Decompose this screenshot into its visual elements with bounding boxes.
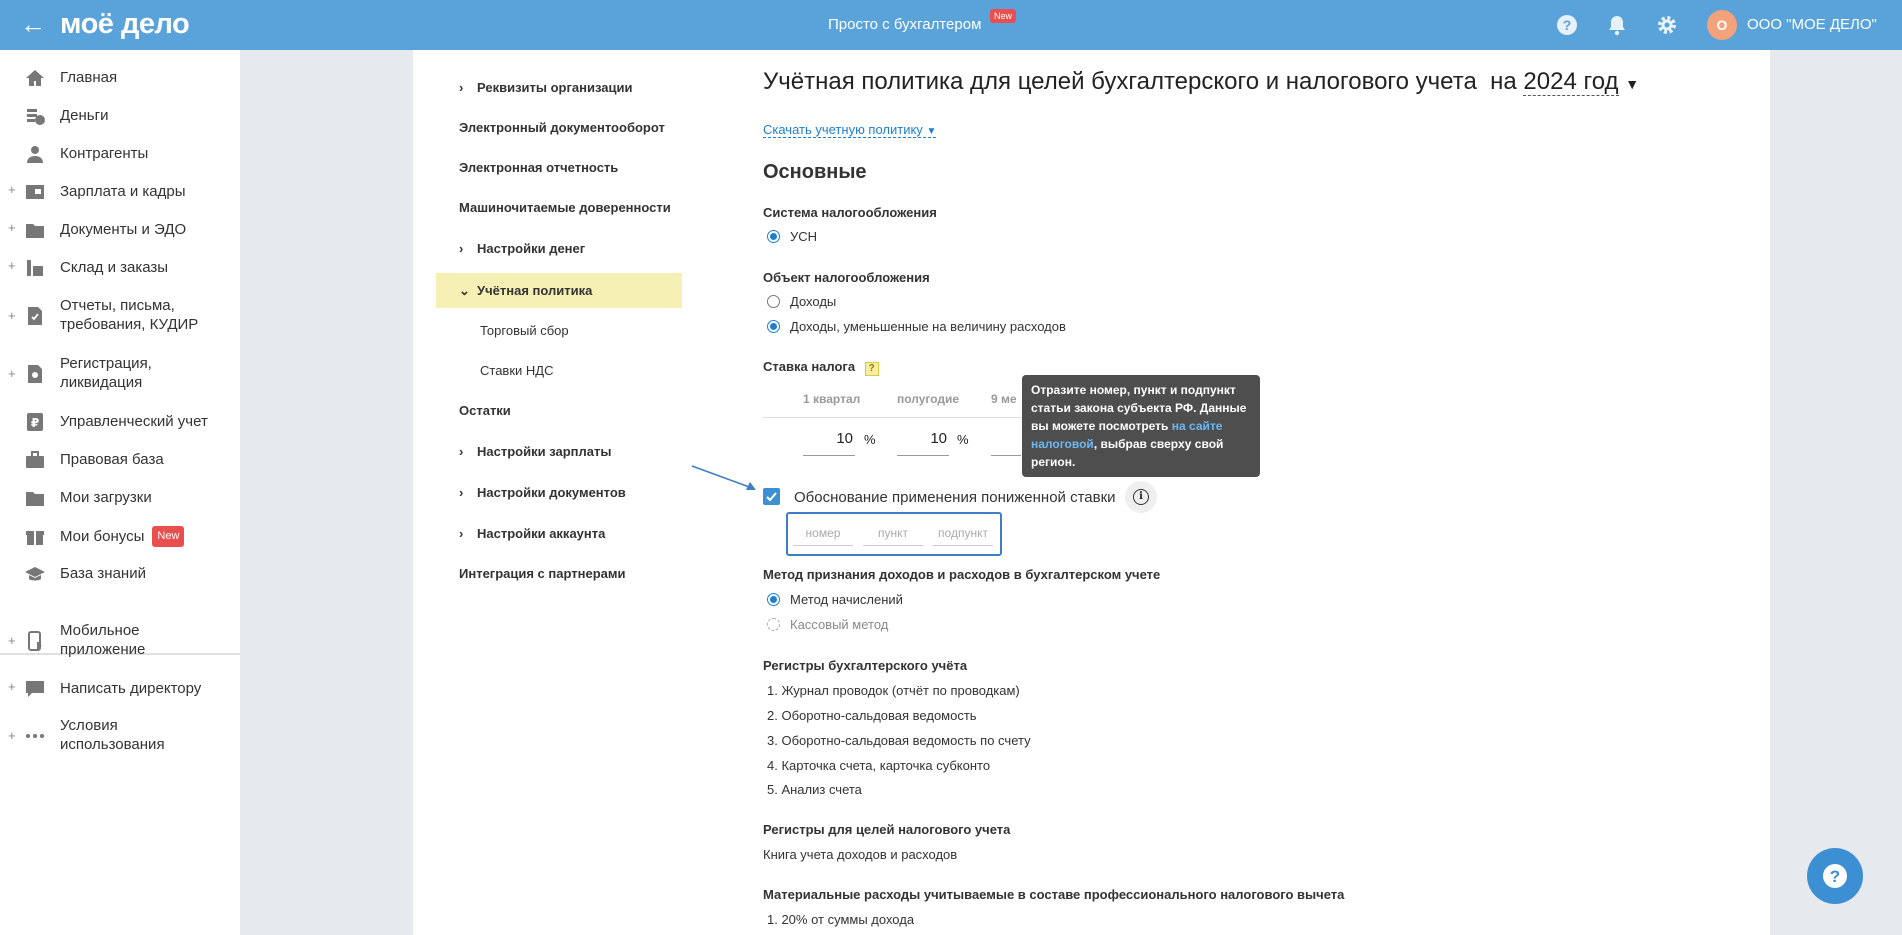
expand-plus-icon[interactable]: + [8, 728, 16, 743]
list-item: 2. Оборотно-сальдовая ведомость [767, 708, 977, 723]
menu-label: Настройки аккаунта [477, 526, 606, 541]
section-title: Основные [763, 161, 867, 183]
new-badge: New [990, 9, 1016, 23]
menu-reporting[interactable] [459, 160, 618, 175]
download-link-text: Скачать учетную политику [763, 122, 923, 137]
list-item: 3. Оборотно-сальдовая ведомость по счету [767, 733, 1031, 748]
percent-sign: % [864, 432, 876, 447]
svg-text:?: ? [1829, 867, 1841, 886]
menu-label: Настройки денег [477, 241, 586, 256]
org-name[interactable]: ООО "МОЕ ДЕЛО" [1747, 16, 1877, 33]
period-half-year: полугодие [897, 392, 960, 406]
warehouse-icon [24, 258, 46, 278]
tax-object-income-expenses-radio[interactable] [767, 319, 1066, 334]
folder-icon [24, 220, 46, 240]
method-label: Метод признания доходов и расходов в бухгалтерском учете [763, 567, 1161, 582]
radio-selected[interactable] [767, 230, 780, 243]
help-question-icon[interactable]: ? [865, 362, 879, 376]
list-item: 1. Журнал проводок (отчёт по проводкам) [767, 683, 1020, 698]
mobile-icon [24, 631, 46, 651]
ruble-icon [24, 412, 46, 432]
radio-label: Метод начислений [790, 592, 903, 607]
justification-checkbox[interactable] [763, 488, 780, 505]
radio-selected[interactable] [767, 593, 780, 606]
help-icon [1807, 848, 1863, 904]
method-cash-radio [767, 617, 888, 632]
menu-label: Реквизиты организации [477, 80, 633, 95]
chevron-right-icon: › [459, 241, 464, 256]
rate-q1-input[interactable]: 10 [803, 428, 855, 456]
sidebar-item-label: Деньги [60, 107, 109, 124]
menu-label: Учётная политика [477, 283, 593, 298]
page-title-text: Учётная политика для целей бухгалтерского и налогового учета [763, 68, 1477, 95]
period-9-months: 9 ме [991, 392, 1017, 406]
menu-poa[interactable] [459, 200, 671, 215]
menu-trade-fee[interactable] [480, 323, 569, 338]
menu-label: Интеграция с партнерами [459, 566, 626, 581]
tax-registers-label: Регистры для целей налогового учета [763, 822, 1011, 837]
checkmark-icon [763, 488, 780, 505]
page-title [763, 68, 1639, 96]
salary-icon [24, 182, 46, 202]
help-icon[interactable] [1555, 13, 1579, 37]
help-fab-button[interactable] [1807, 848, 1863, 904]
menu-accounting-policy[interactable] [459, 283, 592, 299]
gear-icon[interactable] [1655, 13, 1679, 37]
new-badge: New [152, 526, 184, 547]
tax-system-usn-radio[interactable] [767, 229, 817, 244]
sidebar-item-label: Отчеты, письма, требования, КУДИР [60, 297, 199, 333]
expand-plus-icon[interactable]: + [8, 182, 16, 197]
subpoint-input[interactable]: подпункт [933, 522, 993, 546]
org-avatar[interactable]: О [1707, 10, 1737, 40]
contractors-icon [24, 144, 46, 164]
radio-unselected[interactable] [767, 295, 780, 308]
home-icon [24, 68, 46, 88]
chevron-right-icon: › [459, 485, 464, 500]
chevron-right-icon: › [459, 80, 464, 95]
radio-label: Доходы, уменьшенные на величину расходов [790, 319, 1066, 334]
expand-plus-icon[interactable]: + [8, 366, 16, 381]
chevron-right-icon: › [459, 526, 464, 541]
briefcase-icon [24, 450, 46, 470]
money-icon [24, 106, 46, 126]
period-q1: 1 квартал [803, 392, 861, 406]
tax-object-label: Объект налогообложения [763, 270, 930, 285]
info-button[interactable] [1125, 481, 1157, 513]
caret-down-icon[interactable]: ▼ [1625, 76, 1640, 92]
sidebar-item-label: Условия использования [60, 717, 165, 753]
method-accrual-radio[interactable] [767, 592, 903, 607]
sidebar-item-label: Документы и ЭДО [60, 221, 187, 238]
sidebar [0, 50, 240, 935]
chevron-right-icon: › [459, 444, 464, 459]
menu-label: Электронный документооборот [459, 120, 665, 135]
point-input[interactable]: пункт [863, 522, 923, 546]
tax-system-label: Система налогообложения [763, 205, 937, 220]
tooltip-text-end: , выбрав сверху свой регион. [1031, 437, 1224, 469]
center-title-link[interactable]: Просто с бухгалтером [828, 16, 982, 33]
sidebar-item-label: База знаний [60, 565, 146, 582]
list-item: 4. Карточка счета, карточка субконто [767, 758, 991, 773]
tax-rate-label-text: Ставка налога [763, 359, 856, 374]
expand-plus-icon[interactable]: + [8, 633, 16, 648]
svg-text:₽: ₽ [30, 416, 40, 430]
justification-label: Обоснование применения пониженной ставки [794, 489, 1116, 506]
sidebar-item-label: Правовая база [60, 451, 164, 468]
sidebar-item-label: Мобильное приложение [60, 622, 146, 658]
radio-selected[interactable] [767, 320, 780, 333]
graduation-icon [24, 564, 46, 584]
sidebar-item-label: Склад и заказы [60, 259, 169, 276]
sidebar-item-label: Мои загрузки [60, 489, 152, 506]
justification-fields [786, 512, 1002, 556]
menu-balances[interactable] [459, 403, 511, 418]
tooltip [1022, 375, 1260, 477]
menu-label: Торговый сбор [480, 323, 569, 338]
menu-label: Настройки документов [477, 485, 626, 500]
back-arrow-icon[interactable]: ← [20, 9, 46, 39]
radio-label: Доходы [790, 294, 837, 309]
rate-9-months-input[interactable] [991, 428, 1021, 456]
bell-icon[interactable] [1605, 13, 1629, 37]
top-bar [0, 0, 1902, 50]
logo[interactable]: моё дело [60, 8, 190, 40]
folder-icon [24, 488, 46, 508]
rate-half-year-input[interactable]: 10 [897, 428, 949, 456]
info-icon: i [1133, 489, 1149, 505]
tooltip-text: Отразите номер, пункт и подпункт статьи закона субъекта РФ. Данные вы можете посмотреть [1031, 383, 1247, 433]
menu-document-settings[interactable] [459, 485, 626, 500]
menu-edo[interactable] [459, 120, 665, 135]
radio-disabled [767, 618, 780, 631]
svg-text:?: ? [1562, 17, 1572, 33]
sidebar-item-label: Главная [60, 69, 118, 86]
registers-label: Регистры бухгалтерского учёта [763, 658, 968, 673]
list-item: 5. Анализ счета [767, 782, 862, 797]
reports-icon [24, 306, 46, 326]
gift-icon [24, 526, 46, 546]
tax-rate-label [763, 359, 879, 376]
rate-divider [763, 417, 1023, 418]
registration-icon [24, 364, 46, 384]
material-expenses-label: Материальные расходы учитываемые в составе профессионального налогового вычета [763, 887, 1345, 902]
menu-label: Настройки зарплаты [477, 444, 612, 459]
expand-plus-icon[interactable]: + [8, 220, 16, 235]
menu-salary-settings[interactable] [459, 444, 611, 459]
menu-label: Электронная отчетность [459, 160, 619, 175]
sidebar-item-label: Контрагенты [60, 145, 149, 162]
expand-plus-icon[interactable]: + [8, 679, 16, 694]
chevron-down-icon: ⌄ [459, 283, 470, 298]
menu-vat-rates[interactable] [480, 363, 553, 378]
list-item: 1. 20% от суммы дохода [767, 912, 915, 927]
menu-money-settings[interactable] [459, 241, 585, 256]
menu-label: Ставки НДС [480, 363, 554, 378]
menu-requisites[interactable] [459, 80, 632, 95]
annotation-arrow-icon [690, 464, 760, 494]
menu-partners[interactable] [459, 566, 625, 581]
expand-plus-icon[interactable]: + [8, 258, 16, 273]
radio-label: Кассовый метод [790, 617, 889, 632]
radio-label: УСН [790, 229, 818, 244]
year-prefix: на [1490, 68, 1517, 95]
caret-down-icon: ▼ [926, 126, 937, 137]
expand-plus-icon[interactable]: + [8, 308, 16, 323]
sidebar-item-label: Управленческий учет [60, 413, 208, 430]
tax-registers-value: Книга учета доходов и расходов [763, 847, 958, 862]
sidebar-item-label: Зарплата и кадры [60, 183, 186, 200]
sidebar-item-label: Написать директору [60, 680, 202, 697]
menu-label: Машиночитаемые доверенности [459, 200, 671, 215]
year-select[interactable]: 2024 год [1523, 68, 1619, 95]
menu-label: Остатки [459, 403, 511, 418]
sidebar-item-label: Мои бонусы [60, 528, 145, 545]
download-policy-link[interactable] [763, 122, 936, 138]
sidebar-item-label: Регистрация, ликвидация [60, 355, 152, 391]
percent-sign: % [957, 432, 969, 447]
menu-account-settings[interactable] [459, 526, 605, 541]
dots-icon [24, 726, 46, 746]
chat-icon [24, 679, 46, 699]
tax-site-link[interactable]: на сайте налоговой [1031, 419, 1223, 451]
number-input[interactable]: номер [793, 522, 853, 546]
tax-object-income-radio[interactable] [767, 294, 836, 309]
